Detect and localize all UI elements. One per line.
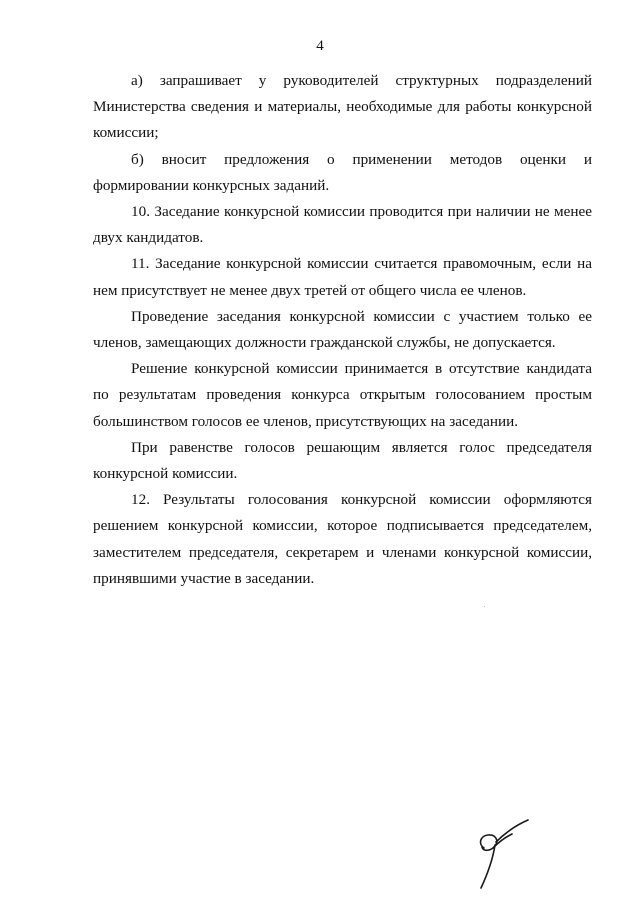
- paragraph-conduct: Проведение заседания конкурсной комиссии с участием только ее членов, замещающих должности гражданской службы, не допускается.: [93, 307, 592, 352]
- scan-speck: [484, 606, 485, 607]
- page-number: 4: [316, 38, 324, 54]
- paragraph-b: б) вносит предложения о применении методов оценки и формировании конкурсных заданий.: [93, 150, 592, 194]
- handwritten-signature: [470, 818, 540, 890]
- document-body: [93, 68, 592, 592]
- paragraph-12: 12. Результаты голосования конкурсной комиссии оформляются решением конкурсной комиссии, которое подписывается председателем, заместителем председателя, секретарем и членами конкурсной комиссии, принявшими участие в заседании.: [93, 491, 592, 587]
- paragraph-a: а) запрашивает у руководителей структурных подразделений Министерства сведения и материалы, необходимые для работы конкурсной комиссии;: [93, 72, 592, 142]
- paragraph-11: 11. Заседание конкурсной комиссии считается правомочным, если на нем присутствует не менее двух третей от общего числа ее членов.: [93, 255, 592, 299]
- paragraph-decision: Решение конкурсной комиссии принимается в отсутствие кандидата по результатам проведения конкурса открытым голосованием простым большинством голосов ее членов, присутствующих на заседании.: [93, 360, 592, 430]
- paragraph-10: 10. Заседание конкурсной комиссии проводится при наличии не менее двух кандидатов.: [93, 203, 592, 247]
- paragraph-tie-vote: При равенстве голосов решающим является голос председателя конкурсной комиссии.: [93, 438, 592, 483]
